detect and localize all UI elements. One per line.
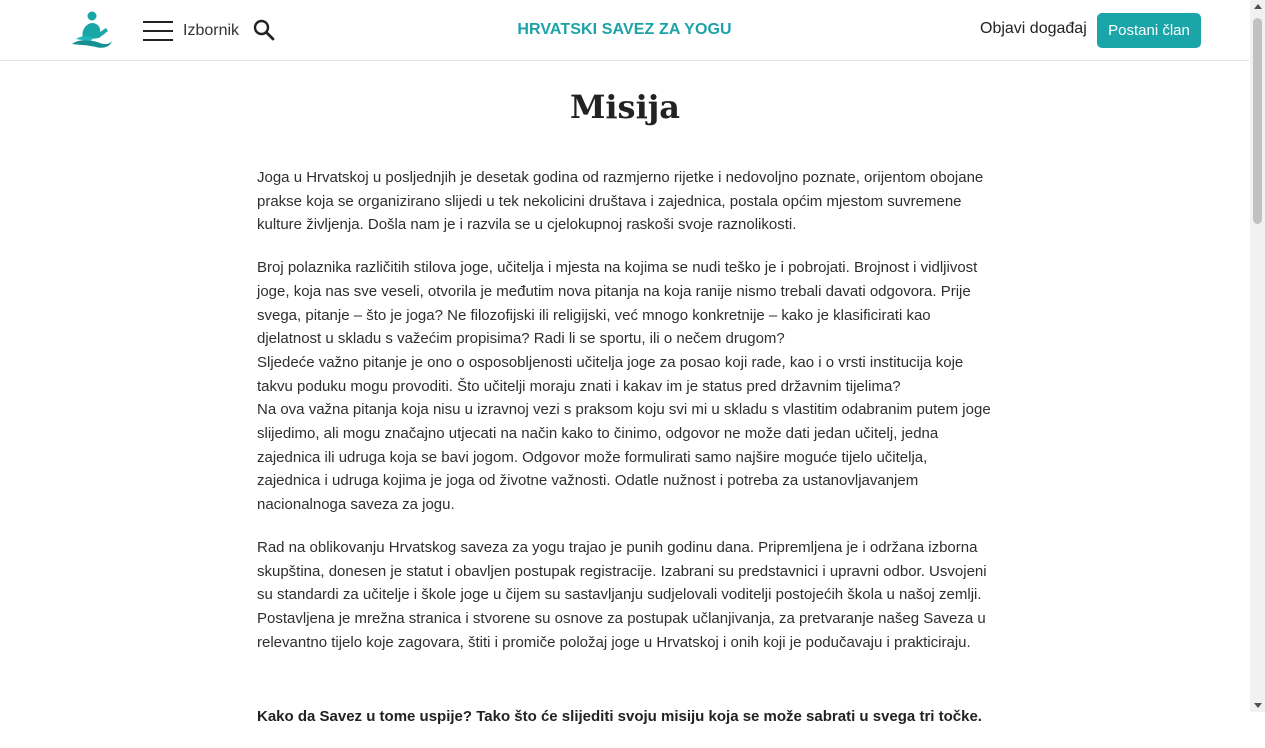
site-header [0, 0, 1249, 61]
paragraph-questions-part-2: Sljedeće važno pitanje je ono o osposobljenosti učitelja joge za posao koji rade, kao i o vrsti institucija koje takvu poduku mogu provoditi. Što učitelji moraju znati i kakav im je status pred državnim tijelima? [257, 353, 964, 395]
paragraph-work: Rad na oblikovanju Hrvatskog saveza za yogu trajao je punih godinu dana. Pripremljena je i održana izborna skupština, donesen je statut i obavljen postupak registracije. Izabrani su predstavnici i upravni odbor. Usvojeni su standardi za učitelje i škole joge u čijem su sastavljanju sudjelovali voditelji postojećih škola u našoj zemlji. Postavljena je mrežna stranica i stvorene su osnove za postupak učlanjivanja, za pretvaranje našeg Saveza u relevantno tijelo koje zagovara, štiti i promiče položaj joge u Hrvatskoj i onih koji je podučavaju i prakticiraju. [257, 538, 987, 651]
paragraph-questions-part-1: Broj polaznika različitih stilova joge, učitelja i mjesta na kojima se nudi teško je i pobrojati. Brojnost i vidljivost joge, koja nas sve veseli, otvorila je međutim nova pitanja na koja ranije nismo trebali davati odgovora. Prije svega, pitanje – što je joga? Ne filozofijski ili religijski, već mnogo konkretnije – kako je klasificirati kao djelatnost u skladu s važećim propisima? Radi li se sportu, ili o nečem drugom? [257, 259, 978, 348]
paragraph-mission-lead: Kako da Savez u tome uspije? Tako što će slijediti svoju misiju koja se može sabrati u svega tri točke. [257, 708, 982, 726]
page-title: Misija [569, 88, 681, 126]
site-title[interactable]: HRVATSKI SAVEZ ZA YOGU [517, 21, 732, 38]
scroll-up-arrow-icon[interactable] [1254, 4, 1262, 9]
join-button[interactable]: Postani član [1097, 13, 1201, 48]
post-event-link[interactable]: Objavi događaj [980, 20, 1087, 37]
paragraph-intro: Joga u Hrvatskoj u posljednjih je desetak godina od razmjerno rijetke i nedovoljno poznate, orijentom obojane prakse koja se organizirano slijedi u tek nekolicini društava i zajednica, postala općim mjestom suvremene kulture življenja. Došla nam je i razvila se u cjelokupnoj raskoši svoje raznolikosti. [257, 169, 984, 234]
scroll-down-arrow-icon[interactable] [1254, 703, 1262, 708]
menu-label: Izbornik [183, 22, 240, 39]
scroll-thumb[interactable] [1253, 18, 1262, 224]
paragraph-questions [257, 256, 993, 517]
vertical-scrollbar[interactable] [1250, 0, 1265, 712]
main-content [257, 86, 993, 748]
paragraph-questions-part-3: Na ova važna pitanja koja nisu u izravnoj vezi s praksom koju svi mi u skladu s vlastitim odabranim putem joge slijedimo, ali mogu značajno utjecati na način kako to činimo, odgovor ne može dati jedan učitelj, jedna zajednica ili udruga koja se bavi jogom. Odgovor može formulirati samo najšire moguće tijelo učitelja, zajednica i udruga kojima je joga od životne važnosti. Odatle nužnost i potreba za ustanovljavanjem nacionalnoga saveza za jogu. [257, 401, 991, 514]
